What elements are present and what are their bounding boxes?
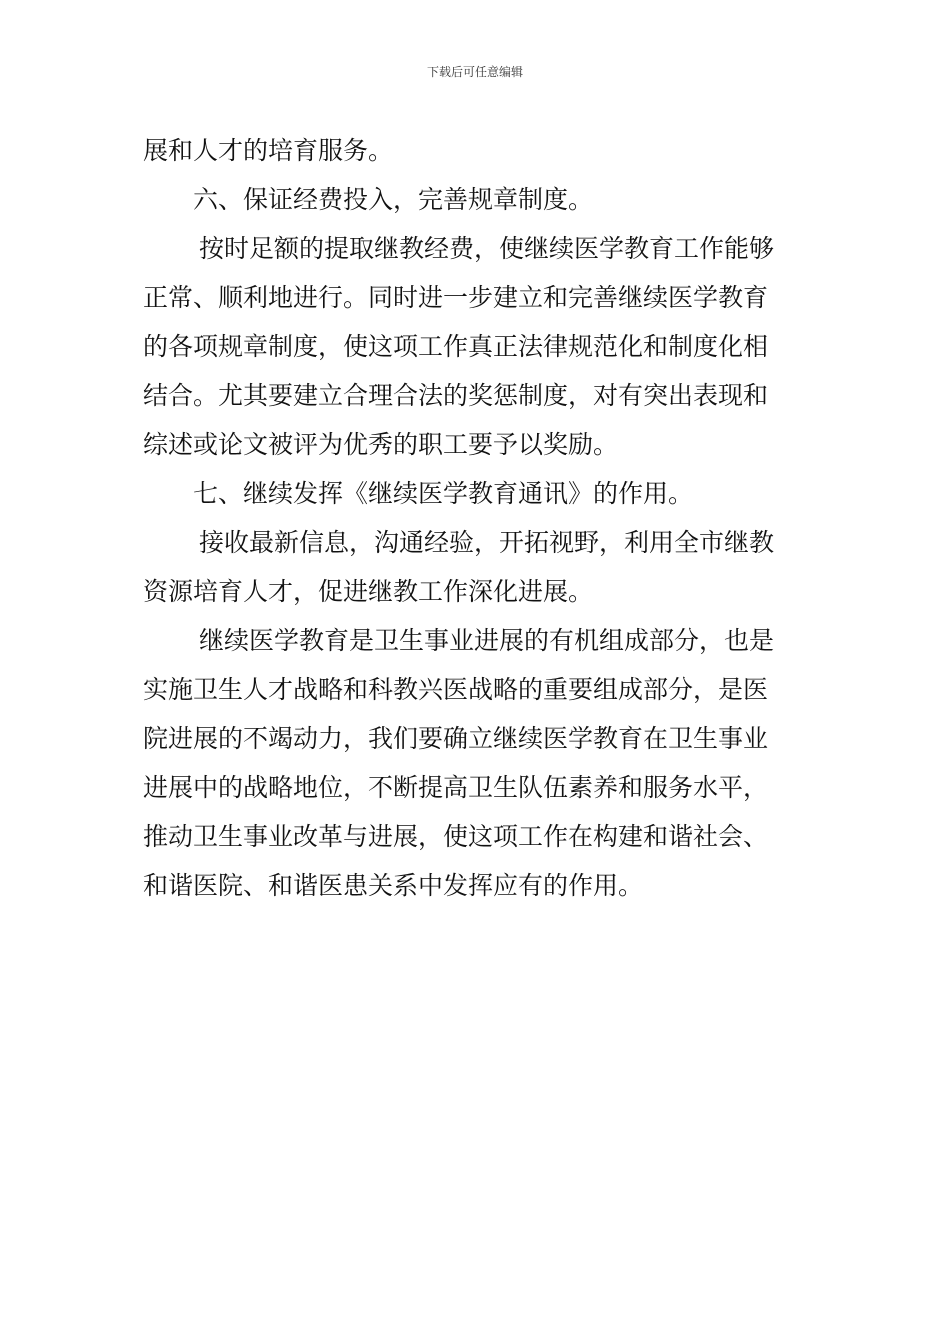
text-line: 进展中的战略地位，不断提高卫生队伍素养和服务水平， xyxy=(143,773,769,802)
text-line: 展和人才的培育服务。 xyxy=(143,136,394,165)
page-header: 下载后可任意编辑 xyxy=(426,65,523,79)
text-line: 和谐医院、和谐医患关系中发挥应有的作用。 xyxy=(143,871,644,900)
document-body xyxy=(143,126,807,910)
text-line: 的各项规章制度，使这项工作真正法律规范化和制度化相 xyxy=(143,332,769,361)
text-line: 院进展的不竭动力，我们要确立继续医学教育在卫生事业 xyxy=(143,724,769,753)
text-line: 继续医学教育是卫生事业进展的有机组成部分，也是 xyxy=(199,626,775,655)
text-line: 综述或论文被评为优秀的职工要予以奖励。 xyxy=(143,430,619,459)
text-line: 正常、顺利地进行。同时进一步建立和完善继续医学教育 xyxy=(143,283,769,312)
section-heading-6: 六、保证经费投入，完善规章制度。 xyxy=(193,185,594,214)
text-line: 资源培育人才，促进继教工作深化进展。 xyxy=(143,577,594,606)
text-line: 推动卫生事业改革与进展，使这项工作在构建和谐社会、 xyxy=(143,822,769,851)
text-line: 结合。尤其要建立合理合法的奖惩制度，对有突出表现和 xyxy=(143,381,769,410)
text-line: 实施卫生人才战略和科教兴医战略的重要组成部分，是医 xyxy=(143,675,769,704)
section-heading-7: 七、继续发挥《继续医学教育通讯》的作用。 xyxy=(193,479,694,508)
text-line: 接收最新信息，沟通经验，开拓视野，利用全市继教 xyxy=(199,528,775,557)
text-line: 按时足额的提取继教经费，使继续医学教育工作能够 xyxy=(199,234,775,263)
